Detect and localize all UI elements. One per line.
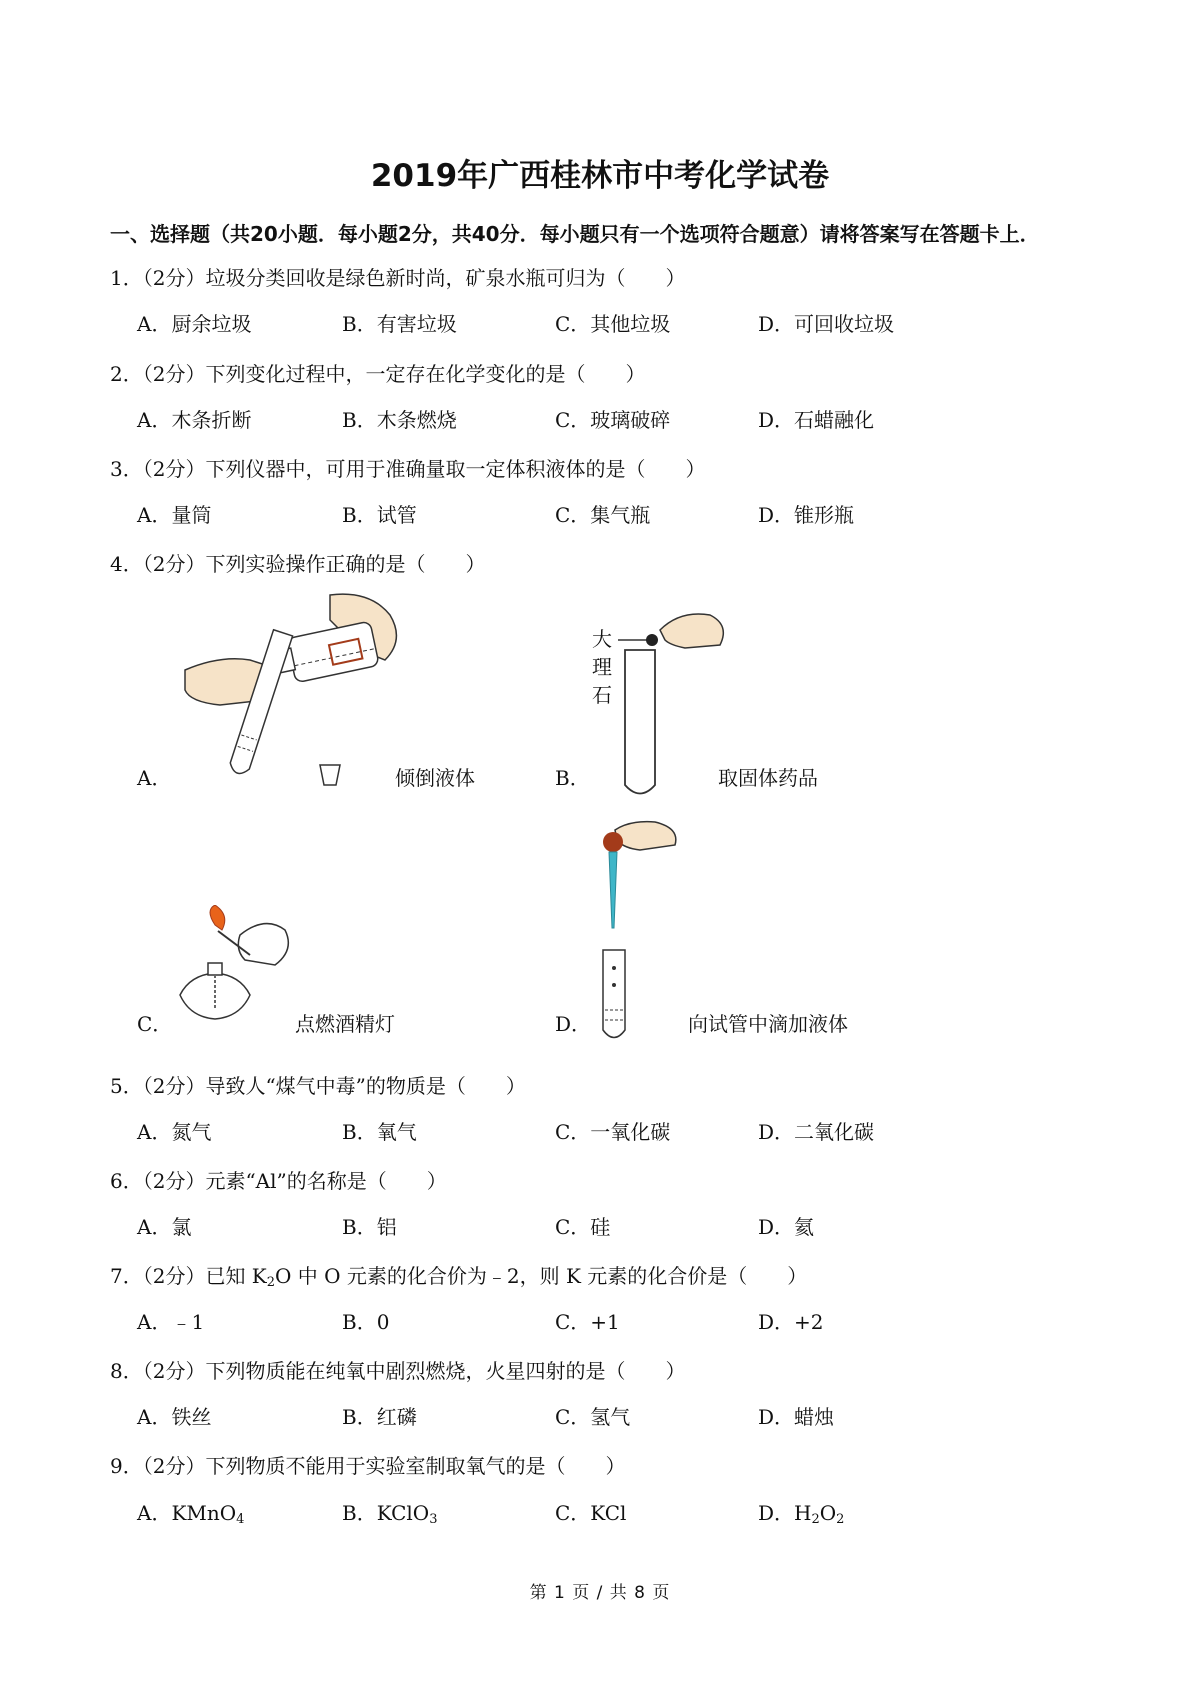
figure-b-label-char-2: 理 — [592, 655, 612, 679]
q5-option-a: A．氮气 — [137, 1120, 212, 1144]
q3-option-c: C．集气瓶 — [555, 503, 651, 527]
q9-option-d-text: D．H — [758, 1501, 812, 1525]
page-footer: 第 1 页 / 共 8 页 — [529, 1583, 671, 1603]
figure-b-label-char-3: 石 — [592, 683, 612, 707]
q8-option-c: C．氢气 — [555, 1405, 631, 1429]
question-3-stem: 3．（2分）下列仪器中，可用于准确量取一定体积液体的是（ ） — [110, 457, 706, 481]
q3-option-a: A．量筒 — [137, 503, 212, 527]
figure-lighting-lamp — [170, 905, 300, 1035]
q9-option-b — [342, 1497, 437, 1527]
q2-option-b: B．木条燃烧 — [342, 408, 457, 432]
q7-stem-subscript: 2 — [266, 1275, 276, 1290]
figure-a-letter: A． — [137, 766, 172, 790]
figure-b-label — [592, 625, 612, 709]
q7-option-b: B．0 — [342, 1310, 390, 1334]
q2-option-c: C．玻璃破碎 — [555, 408, 671, 432]
q8-option-a: A．铁丝 — [137, 1405, 212, 1429]
q1-option-a: A．厨余垃圾 — [137, 312, 252, 336]
q9-option-a — [137, 1497, 244, 1527]
figure-b-label-char-1: 大 — [592, 627, 612, 651]
figure-pouring-liquid — [180, 590, 430, 800]
q9-option-c — [555, 1497, 626, 1526]
q6-option-b: B．铝 — [342, 1215, 397, 1239]
q6-option-c: C．硅 — [555, 1215, 611, 1239]
question-6-stem: 6．（2分）元素“Al”的名称是（ ） — [110, 1169, 447, 1193]
section-heading: 一、选择题（共20小题．每小题2分，共40分．每小题只有一个选项符合题意）请将答案写在答题卡上． — [110, 222, 1040, 246]
q1-option-c: C．其他垃圾 — [555, 312, 671, 336]
q7-option-c: C．+1 — [555, 1310, 620, 1334]
q6-option-a: A．氯 — [137, 1215, 192, 1239]
q7-option-a: A．﹣1 — [137, 1310, 205, 1334]
q9-option-d-sub-1: 2 — [811, 1512, 820, 1527]
q9-option-d — [758, 1497, 844, 1527]
q5-option-c: C．一氧化碳 — [555, 1120, 671, 1144]
q5-option-b: B．氧气 — [342, 1120, 417, 1144]
q9-option-b-sub: 3 — [429, 1512, 438, 1527]
question-8-stem: 8．（2分）下列物质能在纯氧中剧烈燃烧，火星四射的是（ ） — [110, 1359, 686, 1383]
exam-title: 2019年广西桂林市中考化学试卷 — [370, 158, 830, 194]
q9-option-d-text-2: O — [819, 1501, 837, 1525]
q9-option-c-text: C．KCl — [555, 1501, 627, 1525]
q7-stem-part-b: O 中 O 元素的化合价为﹣2，则 K 元素的化合价是（ ） — [275, 1264, 808, 1288]
q9-option-a-text: A．KMnO — [137, 1501, 237, 1525]
q7-option-d: D．+2 — [758, 1310, 824, 1334]
figure-b-caption: 取固体药品 — [718, 766, 818, 790]
q9-option-b-text: B．KClO — [342, 1501, 430, 1525]
q5-option-d: D．二氧化碳 — [758, 1120, 875, 1144]
q9-option-a-sub: 4 — [236, 1512, 245, 1527]
q1-option-d: D．可回收垃圾 — [758, 312, 895, 336]
figure-b-letter: B． — [555, 766, 590, 790]
q2-option-a: A．木条折断 — [137, 408, 252, 432]
question-5-stem: 5．（2分）导致人“煤气中毒”的物质是（ ） — [110, 1074, 526, 1098]
question-2-stem: 2．（2分）下列变化过程中，一定存在化学变化的是（ ） — [110, 362, 646, 386]
question-1-stem: 1．（2分）垃圾分类回收是绿色新时尚，矿泉水瓶可归为（ ） — [110, 266, 686, 290]
question-4-stem: 4．（2分）下列实验操作正确的是（ ） — [110, 552, 486, 576]
question-9-stem: 9．（2分）下列物质不能用于实验室制取氧气的是（ ） — [110, 1454, 626, 1478]
q6-option-d: D．氦 — [758, 1215, 815, 1239]
q8-option-d: D．蜡烛 — [758, 1405, 835, 1429]
figure-a-caption: 倾倒液体 — [395, 766, 475, 790]
q7-stem-part-a: 7．（2分）已知 K — [110, 1264, 267, 1288]
q2-option-d: D．石蜡融化 — [758, 408, 875, 432]
question-7-stem — [110, 1260, 807, 1290]
figure-d-caption: 向试管中滴加液体 — [688, 1012, 848, 1036]
figure-dropping-liquid — [595, 820, 685, 1045]
q3-option-b: B．试管 — [342, 503, 417, 527]
q9-option-d-sub-2: 2 — [836, 1512, 845, 1527]
q3-option-d: D．锥形瓶 — [758, 503, 855, 527]
figure-c-caption: 点燃酒精灯 — [295, 1012, 395, 1036]
figure-c-letter: C． — [137, 1012, 173, 1036]
q8-option-b: B．红磷 — [342, 1405, 417, 1429]
q1-option-b: B．有害垃圾 — [342, 312, 457, 336]
figure-d-letter: D． — [555, 1012, 592, 1036]
